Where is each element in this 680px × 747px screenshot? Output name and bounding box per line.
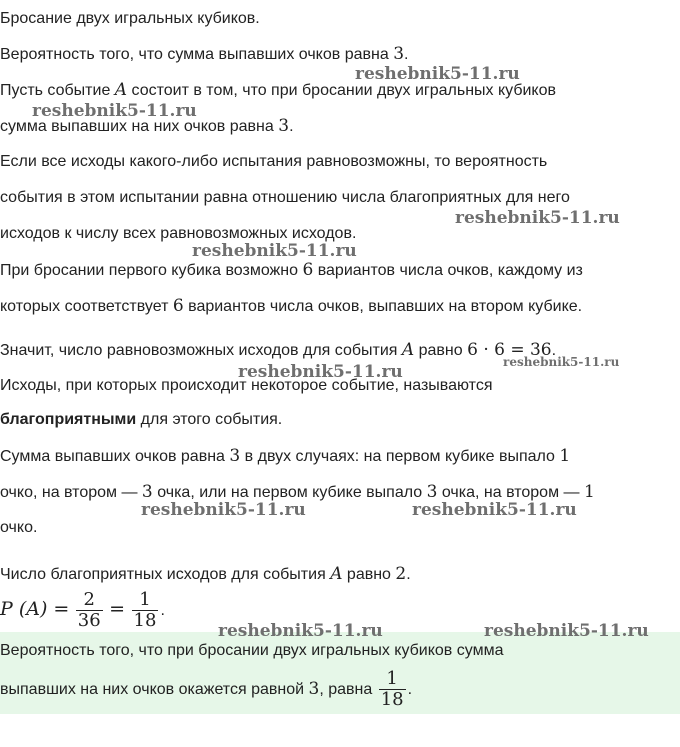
- probability-formula: P (A) = $\frac{2}{36}$ = $\frac{1}{18}$ .: [0, 589, 165, 632]
- dice-line-2: которых соответствует 6 вариантов числа очков, выпавших на втором кубике.: [0, 296, 583, 316]
- watermark: reshebnik5-11.ru: [141, 500, 306, 520]
- rule-line-1: Если все исходы какого-либо испытания равновозможны, то вероятность: [0, 153, 548, 170]
- total-outcomes-line: Значит, число равновозможных исходов для события A равно 6 · 6 = 36.: [0, 340, 557, 360]
- favorable-count-line: Число благоприятных исходов для события A равно 2.: [0, 564, 411, 584]
- rule-line-3: исходов к числу всех равновозможных исходов.: [0, 225, 357, 242]
- event-def-line-1: Пусть событие A состоит в том, что при бросании двух игральных кубиков: [0, 80, 557, 100]
- cases-line-1: Сумма выпавших очков равна 3 в двух случаях: на первом кубике выпало 1: [0, 446, 571, 466]
- problem-line: Вероятность того, что сумма выпавших очков равна 3.: [0, 44, 409, 64]
- answer-line-1: Вероятность того, что при бросании двух игральных кубиков сумма: [0, 642, 504, 659]
- watermark: reshebnik5-11.ru: [192, 241, 357, 261]
- watermark: reshebnik5-11.ru: [412, 500, 577, 520]
- answer-line-2: выпавших на них очков окажется равной 3, равна $\frac{1}{18}$ .: [0, 668, 413, 711]
- watermark: reshebnik5-11.ru: [238, 362, 403, 382]
- cases-line-2: очко, на втором — 3 очка, или на первом кубике выпало 3 очка, на втором — 1: [0, 482, 595, 502]
- fraction-1-18: $\frac{1}{18}$: [133, 589, 157, 632]
- title-line: Бросание двух игральных кубиков.: [0, 10, 260, 27]
- answer-fraction: $\frac{1}{18}$: [380, 668, 404, 711]
- favorable-def-line-1: Исходы, при которых происходит некоторое событие, называются: [0, 377, 493, 394]
- watermark: reshebnik5-11.ru: [455, 208, 620, 228]
- watermark: reshebnik5-11.ru: [32, 101, 197, 121]
- watermark: reshebnik5-11.ru: [355, 64, 520, 84]
- cases-line-3: очко.: [0, 519, 38, 536]
- rule-line-2: события в этом испытании равна отношению числа благоприятных для него: [0, 189, 570, 206]
- watermark: reshebnik5-11.ru: [503, 355, 620, 369]
- favorable-def-line-2: благоприятными для этого события.: [0, 411, 283, 428]
- watermark: reshebnik5-11.ru: [484, 621, 649, 641]
- fraction-2-36: $\frac{2}{36}$: [77, 589, 101, 632]
- watermark: reshebnik5-11.ru: [218, 621, 383, 641]
- dice-line-1: При бросании первого кубика возможно 6 вариантов числа очков, каждому из: [0, 260, 583, 280]
- event-def-line-2: сумма выпавших на них очков равна 3.: [0, 116, 294, 136]
